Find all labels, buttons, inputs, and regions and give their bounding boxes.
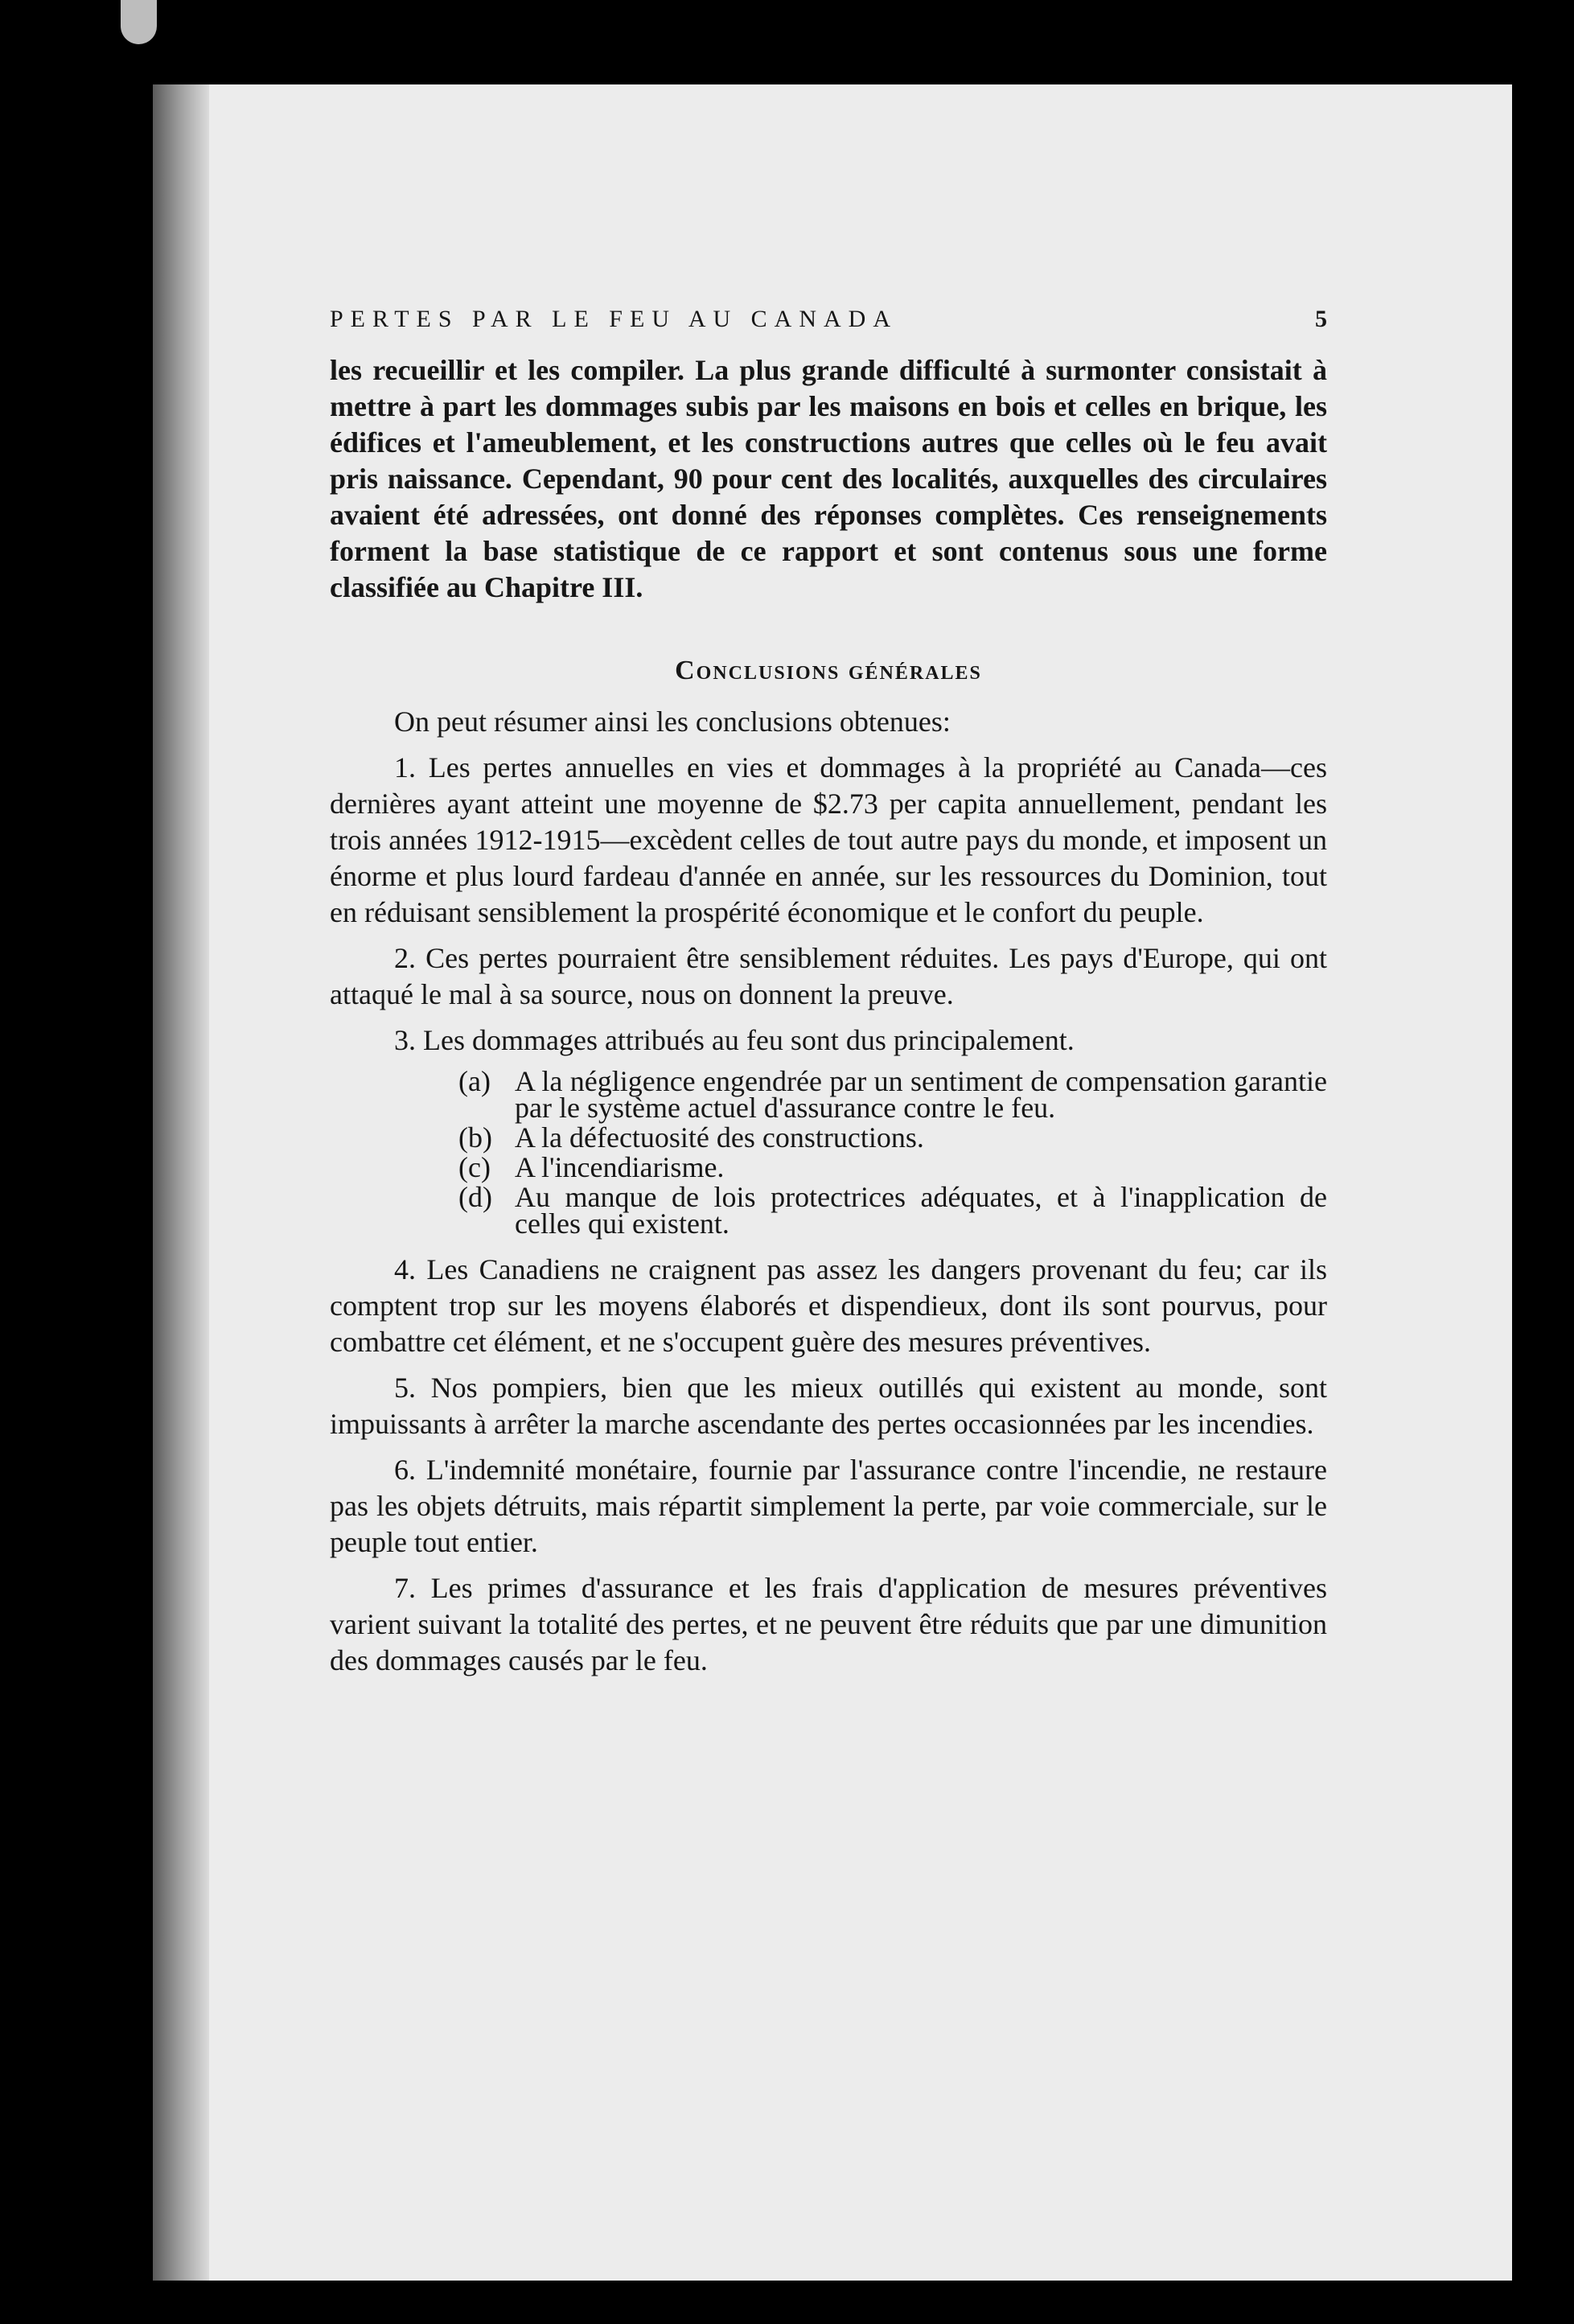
sub-item-text: A la négligence engendrée par un sentiment de compensation garantie par le système actuel d'assurance contre le feu.	[515, 1065, 1327, 1124]
sub-item-letter: (d)	[458, 1181, 492, 1213]
intro-paragraph: les recueillir et les compiler. La plus grande difficulté à surmonter consistait à mettre à part les dommages subis par les maisons en bois et celles en brique, les édifices et l'ameublement, et les constructions autres que celles où le feu avait pris naissance. Cependant, 90 pour cent des localités, auxquelles des circulaires avaient été adressées, ont donné des réponses complètes. Ces renseignements forment la base statistique de ce rapport et sont contenus sous une forme classifiée au Chapitre III.	[330, 354, 1327, 603]
book-gutter-shadow	[153, 84, 209, 2281]
sub-item-d	[458, 1181, 1327, 1240]
conclusion-item-4: 4. Les Canadiens ne craignent pas assez les dangers provenant du feu; car ils comptent trop sur les moyens élaborés et dispendieux, dont ils sont pourvus, pour combattre cet élément, et ne s'occupent guère des mesures préventives.	[330, 1253, 1327, 1358]
running-title: PERTES PAR LE FEU AU CANADA	[330, 306, 898, 332]
sub-item-text: Au manque de lois protectrices adéquates, et à l'inapplication de celles qui existent.	[515, 1181, 1327, 1240]
conclusion-item-5: 5. Nos pompiers, bien que les mieux outillés qui existent au monde, sont impuissants à arrêter la marche ascendante des pertes occasionnées par les incendies.	[330, 1372, 1327, 1440]
sub-item-b	[458, 1121, 1327, 1154]
conclusion-item-3: 3. Les dommages attribués au feu sont dus principalement.	[394, 1024, 1075, 1056]
sub-item-c	[458, 1151, 1327, 1183]
page-content	[330, 306, 1327, 1688]
sub-list	[458, 1065, 1327, 1240]
scan-corner-artifact	[121, 0, 157, 44]
sub-item-text: A la défectuosité des constructions.	[515, 1121, 924, 1154]
conclusion-item-7: 7. Les primes d'assurance et les frais d'application de mesures préventives varient suivant la totalité des pertes, et ne peuvent être réduits que par une dimunition des dommages causés par le feu.	[330, 1572, 1327, 1676]
lead-paragraph: On peut résumer ainsi les conclusions obtenues:	[394, 705, 951, 738]
running-header	[330, 306, 1327, 333]
conclusion-item-1: 1. Les pertes annuelles en vies et dommages à la propriété au Canada—ces dernières ayant atteint une moyenne de $2.73 per capita annuellement, pendant les trois années 1912-1915—excèdent celles de tout autre pays du monde, et imposent un énorme et plus lourd fardeau d'année en année, sur les ressources du Dominion, tout en réduisant sensiblement la prospérité économique et le confort du peuple.	[330, 751, 1327, 928]
sub-item-text: A l'incendiarisme.	[515, 1151, 725, 1183]
sub-item-letter: (a)	[458, 1065, 491, 1097]
section-title: Conclusions générales	[675, 656, 982, 685]
sub-item-letter: (c)	[458, 1151, 491, 1183]
conclusion-item-2: 2. Ces pertes pourraient être sensiblement réduites. Les pays d'Europe, qui ont attaqué le mal à sa source, nous on donnent la preuve.	[330, 942, 1327, 1010]
page-number: 5	[1315, 306, 1327, 332]
sub-item-letter: (b)	[458, 1121, 492, 1154]
conclusion-item-6: 6. L'indemnité monétaire, fournie par l'assurance contre l'incendie, ne restaure pas les objets détruits, mais répartit simplement la perte, par voie commerciale, sur le peuple tout entier.	[330, 1454, 1327, 1558]
sub-item-a	[458, 1065, 1327, 1124]
